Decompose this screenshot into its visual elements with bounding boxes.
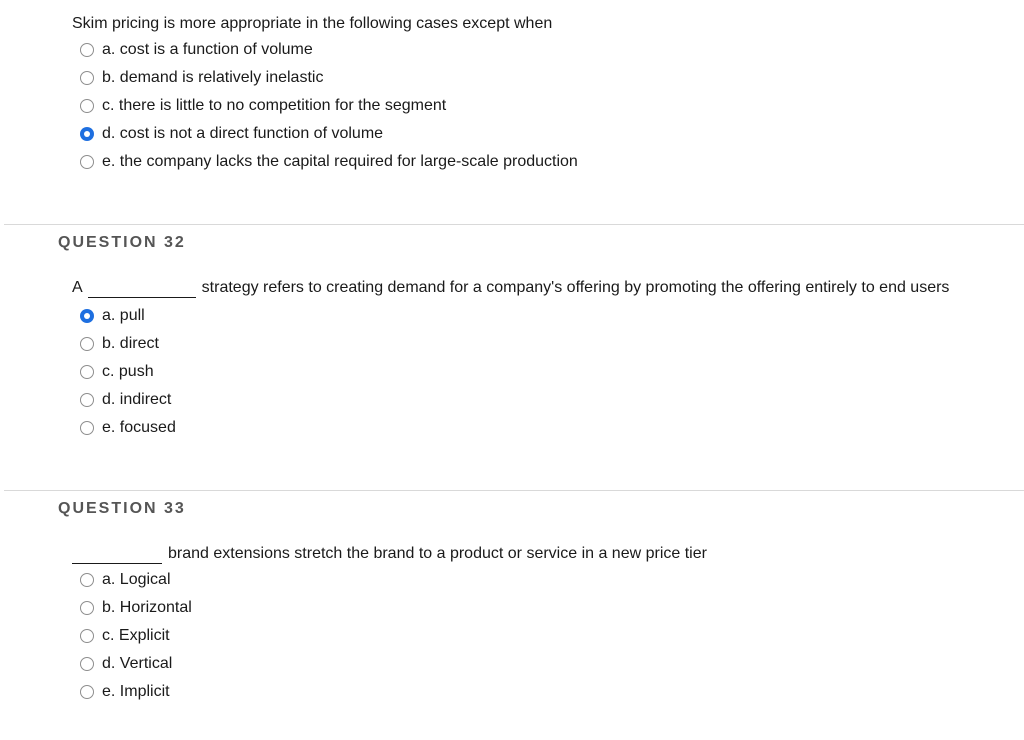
option-letter: c. — [102, 97, 115, 114]
option-letter: c. — [102, 363, 115, 380]
fill-in-blank — [88, 281, 196, 298]
option-text: Vertical — [119, 655, 173, 672]
option-letter: a. — [102, 41, 116, 58]
radio-button[interactable] — [80, 393, 94, 407]
option-letter: e. — [102, 419, 116, 436]
radio-button[interactable] — [80, 573, 94, 587]
radio-button[interactable] — [80, 337, 94, 351]
option-text: indirect — [119, 391, 172, 408]
section-divider — [4, 224, 1024, 225]
question-33-heading: QUESTION 33 — [58, 500, 186, 517]
option-text: pull — [119, 307, 145, 324]
answer-option-b[interactable] — [80, 64, 578, 92]
answer-option-a[interactable] — [80, 566, 192, 594]
option-text: direct — [119, 335, 159, 352]
radio-button[interactable] — [80, 685, 94, 699]
option-letter: e. — [102, 683, 116, 700]
option-text: cost is a function of volume — [119, 41, 313, 58]
answer-option-a[interactable] — [80, 302, 176, 330]
fill-in-blank — [72, 547, 162, 564]
answer-option-b[interactable] — [80, 330, 176, 358]
option-text: Explicit — [118, 627, 170, 644]
option-letter: d. — [102, 655, 116, 672]
option-text: Logical — [119, 571, 171, 588]
option-letter: b. — [102, 69, 116, 86]
prompt-text: strategy refers to creating demand for a company's offering by promoting the offering entirely to end users — [201, 279, 950, 296]
option-text: there is little to no competition for the segment — [118, 97, 447, 114]
option-text: Implicit — [119, 683, 170, 700]
option-letter: e. — [102, 153, 116, 170]
question-31-options — [80, 36, 578, 176]
question-32-options — [80, 302, 176, 442]
radio-button[interactable] — [80, 309, 94, 323]
option-text: cost is not a direct function of volume — [119, 125, 384, 142]
answer-option-c[interactable] — [80, 622, 192, 650]
option-text: the company lacks the capital required for large-scale production — [119, 153, 578, 170]
prompt-text: brand extensions stretch the brand to a product or service in a new price tier — [168, 545, 707, 562]
answer-option-d[interactable] — [80, 650, 192, 678]
answer-option-b[interactable] — [80, 594, 192, 622]
radio-button[interactable] — [80, 43, 94, 57]
option-letter: d. — [102, 125, 116, 142]
option-letter: b. — [102, 599, 116, 616]
radio-button[interactable] — [80, 629, 94, 643]
section-divider — [4, 490, 1024, 491]
radio-button[interactable] — [80, 71, 94, 85]
answer-option-c[interactable] — [80, 358, 176, 386]
answer-option-a[interactable] — [80, 36, 578, 64]
radio-button[interactable] — [80, 155, 94, 169]
option-letter: a. — [102, 571, 116, 588]
option-letter: b. — [102, 335, 116, 352]
option-text: focused — [119, 419, 176, 436]
option-letter: d. — [102, 391, 116, 408]
radio-button[interactable] — [80, 127, 94, 141]
answer-option-c[interactable] — [80, 92, 578, 120]
option-text: push — [118, 363, 154, 380]
radio-button[interactable] — [80, 99, 94, 113]
answer-option-e[interactable] — [80, 148, 578, 176]
question-32-prompt — [72, 278, 949, 298]
question-33-options — [80, 566, 192, 706]
option-text: Horizontal — [119, 599, 192, 616]
option-letter: c. — [102, 627, 115, 644]
radio-button[interactable] — [80, 421, 94, 435]
answer-option-e[interactable] — [80, 414, 176, 442]
question-32-heading: QUESTION 32 — [58, 234, 186, 251]
option-text: demand is relatively inelastic — [119, 69, 324, 86]
radio-button[interactable] — [80, 657, 94, 671]
answer-option-d[interactable] — [80, 386, 176, 414]
option-letter: a. — [102, 307, 116, 324]
radio-button[interactable] — [80, 365, 94, 379]
prompt-prefix: A — [72, 279, 83, 296]
answer-option-e[interactable] — [80, 678, 192, 706]
question-31-prompt: Skim pricing is more appropriate in the following cases except when — [72, 15, 553, 32]
radio-button[interactable] — [80, 601, 94, 615]
answer-option-d[interactable] — [80, 120, 578, 148]
question-33-prompt — [72, 544, 707, 564]
